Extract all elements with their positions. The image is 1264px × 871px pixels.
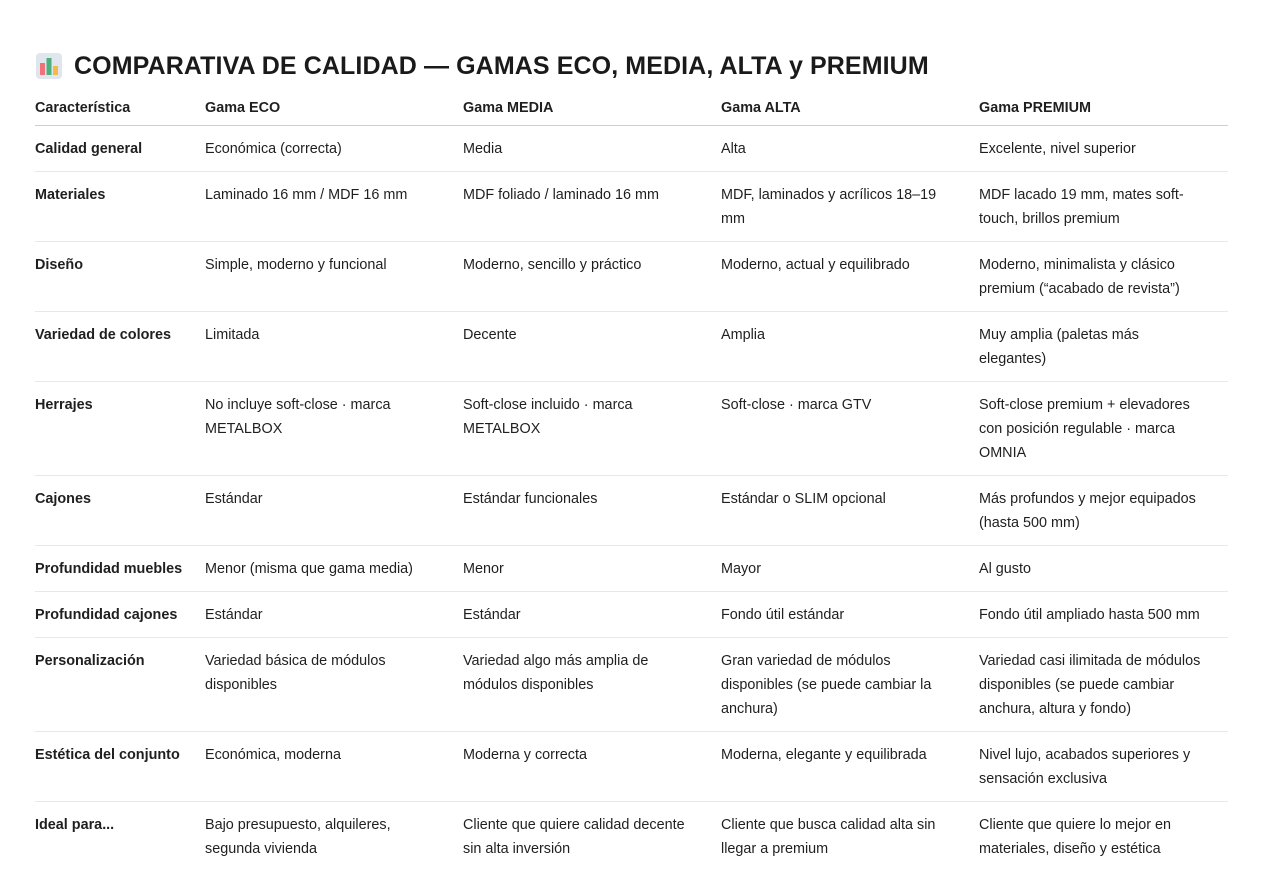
table-row xyxy=(35,546,1228,592)
page-title: COMPARATIVA DE CALIDAD — GAMAS ECO, MEDIA, ALTA y PREMIUM xyxy=(74,52,929,81)
row-label: Variedad de colores xyxy=(35,312,205,382)
cell-alta: Alta xyxy=(721,126,979,172)
cell-eco: Simple, moderno y funcional xyxy=(205,242,463,312)
cell-eco: Económica, moderna xyxy=(205,732,463,802)
cell-premium: Excelente, nivel superior xyxy=(979,126,1228,172)
cell-alta: Moderna, elegante y equilibrada xyxy=(721,732,979,802)
cell-eco: Variedad básica de módulos disponibles xyxy=(205,638,463,732)
cell-eco: No incluye soft-close · marca METALBOX xyxy=(205,382,463,476)
cell-media: Soft-close incluido · marca METALBOX xyxy=(463,382,721,476)
cell-alta: Cliente que busca calidad alta sin llegar a premium xyxy=(721,802,979,871)
cell-media: Media xyxy=(463,126,721,172)
table-row xyxy=(35,382,1228,476)
cell-media: MDF foliado / laminado 16 mm xyxy=(463,172,721,242)
cell-premium: Más profundos y mejor equipados (hasta 500 mm) xyxy=(979,476,1228,546)
cell-eco: Estándar xyxy=(205,592,463,638)
cell-eco: Estándar xyxy=(205,476,463,546)
cell-media: Estándar xyxy=(463,592,721,638)
cell-media: Variedad algo más amplia de módulos disponibles xyxy=(463,638,721,732)
table-row xyxy=(35,312,1228,382)
table-row xyxy=(35,802,1228,871)
cell-eco: Económica (correcta) xyxy=(205,126,463,172)
table-row xyxy=(35,592,1228,638)
row-label: Estética del conjunto xyxy=(35,732,205,802)
cell-premium: Fondo útil ampliado hasta 500 mm xyxy=(979,592,1228,638)
cell-premium: Muy amplia (paletas más elegantes) xyxy=(979,312,1228,382)
cell-alta: Moderno, actual y equilibrado xyxy=(721,242,979,312)
row-label: Profundidad muebles xyxy=(35,546,205,592)
table-row xyxy=(35,242,1228,312)
cell-eco: Bajo presupuesto, alquileres, segunda vivienda xyxy=(205,802,463,871)
row-label: Diseño xyxy=(35,242,205,312)
table-row xyxy=(35,638,1228,732)
cell-premium: Variedad casi ilimitada de módulos disponibles (se puede cambiar anchura, altura y fondo) xyxy=(979,638,1228,732)
cell-premium: MDF lacado 19 mm, mates soft-touch, brillos premium xyxy=(979,172,1228,242)
cell-premium: Moderno, minimalista y clásico premium (“acabado de revista”) xyxy=(979,242,1228,312)
table-header-row xyxy=(35,92,1228,126)
cell-eco: Laminado 16 mm / MDF 16 mm xyxy=(205,172,463,242)
cell-media: Moderna y correcta xyxy=(463,732,721,802)
cell-media: Decente xyxy=(463,312,721,382)
comparison-table xyxy=(35,92,1228,871)
header-gama-alta: Gama ALTA xyxy=(721,92,979,126)
row-label: Profundidad cajones xyxy=(35,592,205,638)
cell-media: Moderno, sencillo y práctico xyxy=(463,242,721,312)
cell-alta: Amplia xyxy=(721,312,979,382)
cell-media: Estándar funcionales xyxy=(463,476,721,546)
bar-chart-icon xyxy=(36,53,62,79)
header-gama-eco: Gama ECO xyxy=(205,92,463,126)
cell-alta: Soft-close · marca GTV xyxy=(721,382,979,476)
row-label: Herrajes xyxy=(35,382,205,476)
row-label: Calidad general xyxy=(35,126,205,172)
header-gama-premium: Gama PREMIUM xyxy=(979,92,1228,126)
cell-alta: Gran variedad de módulos disponibles (se puede cambiar la anchura) xyxy=(721,638,979,732)
cell-premium: Soft-close premium + elevadores con posición regulable · marca OMNIA xyxy=(979,382,1228,476)
table-row xyxy=(35,732,1228,802)
cell-alta: Estándar o SLIM opcional xyxy=(721,476,979,546)
cell-eco: Limitada xyxy=(205,312,463,382)
header-gama-media: Gama MEDIA xyxy=(463,92,721,126)
cell-media: Cliente que quiere calidad decente sin alta inversión xyxy=(463,802,721,871)
table-row xyxy=(35,476,1228,546)
row-label: Materiales xyxy=(35,172,205,242)
cell-media: Menor xyxy=(463,546,721,592)
cell-premium: Cliente que quiere lo mejor en materiales, diseño y estética xyxy=(979,802,1228,871)
table-row xyxy=(35,172,1228,242)
cell-alta: MDF, laminados y acrílicos 18–19 mm xyxy=(721,172,979,242)
cell-premium: Nivel lujo, acabados superiores y sensación exclusiva xyxy=(979,732,1228,802)
cell-eco: Menor (misma que gama media) xyxy=(205,546,463,592)
row-label: Cajones xyxy=(35,476,205,546)
header-caracteristica: Característica xyxy=(35,92,205,126)
cell-alta: Mayor xyxy=(721,546,979,592)
title-row xyxy=(36,48,929,84)
row-label: Ideal para... xyxy=(35,802,205,871)
cell-premium: Al gusto xyxy=(979,546,1228,592)
row-label: Personalización xyxy=(35,638,205,732)
table-row xyxy=(35,126,1228,172)
cell-alta: Fondo útil estándar xyxy=(721,592,979,638)
